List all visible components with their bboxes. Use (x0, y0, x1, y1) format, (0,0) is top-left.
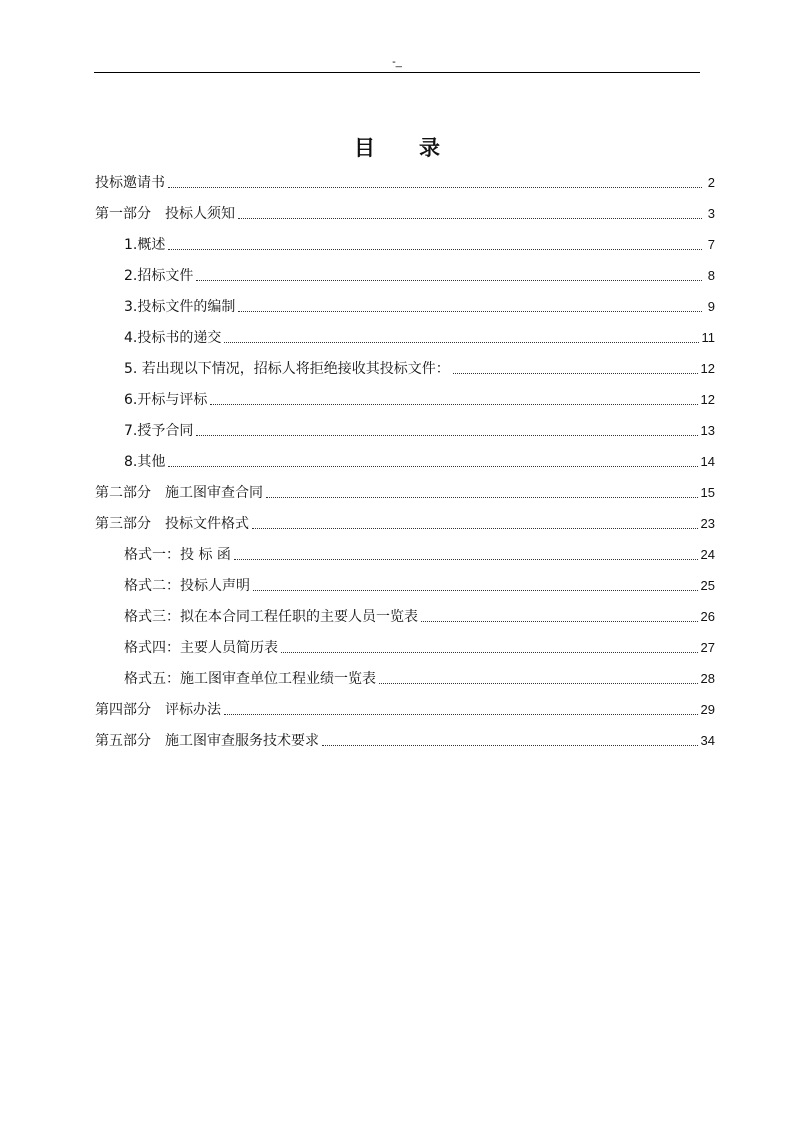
toc-leader-dots (322, 745, 698, 746)
toc-entry-page-number: 3 (707, 206, 715, 221)
toc-entry-page-number: 13 (700, 423, 715, 438)
toc-entry-page-number: 12 (700, 361, 715, 376)
toc-leader-dots (238, 311, 702, 312)
toc-entry[interactable] (124, 449, 715, 471)
toc-entry-label: 第四部分 评标办法 (95, 702, 221, 718)
toc-leader-dots (224, 342, 698, 343)
toc-leader-dots (281, 652, 698, 653)
toc-leader-dots (266, 497, 698, 498)
toc-entry-label: 格式三：拟在本合同工程任职的主要人员一览表 (124, 609, 418, 625)
toc-entry-page-number: 9 (707, 299, 715, 314)
toc-entry[interactable] (124, 356, 715, 378)
toc-leader-dots (234, 559, 698, 560)
toc-entry[interactable] (95, 511, 715, 533)
toc-entry-label: 1.概述 (124, 237, 166, 253)
toc-entry[interactable] (124, 604, 715, 626)
toc-entry-page-number: 34 (700, 733, 715, 748)
toc-entry[interactable] (95, 728, 715, 750)
toc-leader-dots (421, 621, 698, 622)
toc-entry-label: 8.其他 (124, 454, 166, 470)
toc-entry-label: 6.开标与评标 (124, 392, 208, 408)
toc-entry-page-number: 12 (700, 392, 715, 407)
toc-entry[interactable] (124, 573, 715, 595)
toc-entry-page-number: 27 (700, 640, 715, 655)
toc-leader-dots (453, 373, 698, 374)
toc-leader-dots (196, 280, 702, 281)
toc-entry-page-number: 15 (700, 485, 715, 500)
toc-entry-page-number: 8 (707, 268, 715, 283)
toc-title-part1: 目 (354, 135, 375, 160)
toc-entry-label: 格式二：投标人声明 (124, 578, 250, 594)
toc-entry[interactable] (124, 263, 715, 285)
toc-entry-label: 7.授予合同 (124, 423, 194, 439)
toc-entry[interactable] (124, 635, 715, 657)
toc-entry[interactable] (124, 418, 715, 440)
toc-entry-page-number: 26 (700, 609, 715, 624)
toc-entry-label: 2.招标文件 (124, 268, 194, 284)
toc-leader-dots (196, 435, 697, 436)
toc-entry-label: 第二部分 施工图审查合同 (95, 485, 263, 501)
toc-entry-page-number: 25 (700, 578, 715, 593)
toc-entry-page-number: 11 (701, 330, 715, 345)
toc-entry[interactable] (124, 232, 715, 254)
toc-leader-dots (168, 187, 702, 188)
toc-entry-label: 5. 若出现以下情况，招标人将拒绝接收其投标文件： (124, 361, 450, 377)
toc-entry-label: 第一部分 投标人须知 (95, 206, 235, 222)
toc-entry-label: 格式五：施工图审查单位工程业绩一览表 (124, 671, 376, 687)
toc-entry[interactable] (124, 666, 715, 688)
toc-title-part2: 录 (419, 135, 440, 160)
toc-entry-page-number: 2 (707, 175, 715, 190)
toc-entry-label: 3.投标文件的编制 (124, 299, 236, 315)
toc-entry-page-number: 28 (700, 671, 715, 686)
toc-leader-dots (168, 466, 697, 467)
toc-leader-dots (252, 528, 698, 529)
toc-entry-label: 第三部分 投标文件格式 (95, 516, 249, 532)
toc-entry-page-number: 7 (707, 237, 715, 252)
toc-leader-dots (253, 590, 698, 591)
toc-entry[interactable] (95, 201, 715, 223)
toc-entry-label: 4.投标书的递交 (124, 330, 222, 346)
toc-leader-dots (238, 218, 702, 219)
toc-entry[interactable] (124, 542, 715, 564)
toc-entry-label: 格式四：主要人员简历表 (124, 640, 278, 656)
toc-leader-dots (210, 404, 697, 405)
toc-entry-label: 格式一：投 标 函 (124, 547, 231, 563)
toc-entry-page-number: 29 (700, 702, 715, 717)
toc-entry[interactable] (124, 294, 715, 316)
toc-entry-page-number: 23 (700, 516, 715, 531)
toc-entry-label: 投标邀请书 (95, 175, 165, 191)
toc-entry[interactable] (124, 325, 715, 347)
page-header-mark: -_ (392, 56, 402, 68)
toc-entry-page-number: 14 (700, 454, 715, 469)
toc-leader-dots (168, 249, 702, 250)
toc-entry-label: 第五部分 施工图审查服务技术要求 (95, 733, 319, 749)
toc-entry[interactable] (95, 697, 715, 719)
toc-entry-page-number: 24 (700, 547, 715, 562)
toc-entry[interactable] (95, 480, 715, 502)
toc-leader-dots (224, 714, 698, 715)
toc-leader-dots (379, 683, 698, 684)
toc-entry[interactable] (95, 170, 715, 192)
toc-entry[interactable] (124, 387, 715, 409)
